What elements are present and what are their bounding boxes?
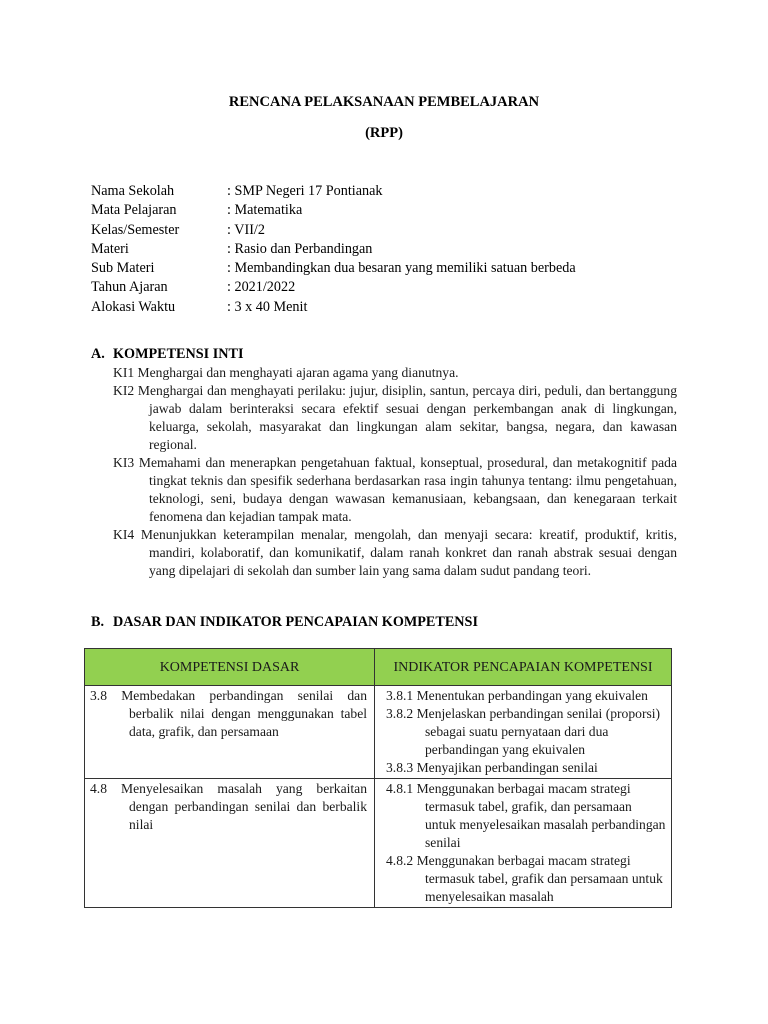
info-row-submaterial xyxy=(91,259,576,278)
section-letter: B. xyxy=(91,614,105,630)
info-row-class xyxy=(91,221,576,240)
ki-item-2: KI2 Menghargai dan menghayati perilaku: jujur, disiplin, santun, percaya diri, peduli, dan bertanggung jawab dalam berinteraksi secara efektif sesuai dengan perkembangan anak di lingkungan, keluarga, sekolah, masyarakat dan lingkungan alam sekitar, bangsa, negara, dan kawasan regional. xyxy=(113,383,677,452)
info-value: : 3 x 40 Menit xyxy=(227,298,308,315)
section-letter: A. xyxy=(91,346,105,362)
section-title: KOMPETENSI INTI xyxy=(113,346,244,362)
column-header-kd: KOMPETENSI DASAR xyxy=(85,649,375,686)
info-value: : Matematika xyxy=(227,202,303,219)
table-row xyxy=(85,779,672,908)
info-label: Kelas/Semester xyxy=(91,221,180,238)
ki-item-3: KI3 Memahami dan menerapkan pengetahuan faktual, konseptual, prosedural, dan metakognitif pada tingkat teknis dan spesifik sederhana berdasarkan rasa ingin tahunya tentang: ilmu pengetahuan, teknologi, seni, budaya dengan wawasan kemanusiaan, kebangsaan, dan kenegaraan terkait fenomena dan kejadian tampak mata. xyxy=(113,455,677,524)
section-title: DASAR DAN INDIKATOR PENCAPAIAN KOMPETENSI xyxy=(113,614,478,630)
indicator-item: 3.8.1 Menentukan perbandingan yang ekuivalen xyxy=(386,688,648,703)
competency-table xyxy=(84,648,672,908)
indicator-item: 3.8.2 Menjelaskan perbandingan senilai (proporsi) sebagai suatu pernyataan dari dua perbandingan yang ekuivalen xyxy=(386,706,661,757)
info-row-school xyxy=(91,182,576,201)
section-b-heading xyxy=(91,614,478,631)
indicator-item: 4.8.2 Menggunakan berbagai macam strategi termasuk tabel, grafik dan persamaan untuk menyelesaikan masalah xyxy=(386,853,663,904)
info-label: Nama Sekolah xyxy=(91,183,175,199)
indicator-cell xyxy=(375,686,672,779)
info-label: Sub Materi xyxy=(91,260,155,277)
ki-item-1: KI1 Menghargai dan menghayati ajaran agama yang dianutnya. xyxy=(113,365,459,380)
info-value: : Membandingkan dua besaran yang memiliki satuan berbeda xyxy=(227,260,576,277)
info-label: Tahun Ajaran xyxy=(91,279,168,296)
info-row-year xyxy=(91,278,576,297)
info-value: : VII/2 xyxy=(227,221,265,238)
table-header-row xyxy=(85,649,672,686)
section-a-heading xyxy=(91,346,243,363)
kd-cell xyxy=(85,686,375,779)
table-row xyxy=(85,686,672,779)
info-value: : 2021/2022 xyxy=(227,279,296,296)
indicator-item: 3.8.3 Menyajikan perbandingan senilai xyxy=(386,760,598,775)
document-title: RENCANA PELAKSANAAN PEMBELAJARAN xyxy=(228,94,540,110)
info-value: : Rasio dan Perbandingan xyxy=(227,240,373,257)
info-label: Mata Pelajaran xyxy=(91,202,177,219)
info-label: Materi xyxy=(91,240,129,257)
info-block xyxy=(91,182,576,317)
info-row-material xyxy=(91,240,576,259)
kd-text: 3.8 Membedakan perbandingan senilai dan berbalik nilai dengan menggunakan tabel data, grafik, dan persamaan xyxy=(90,688,367,739)
indicator-cell xyxy=(375,779,672,908)
info-value: : SMP Negeri 17 Pontianak xyxy=(227,183,383,199)
indicator-item: 4.8.1 Menggunakan berbagai macam strategi termasuk tabel, grafik, dan persamaan untuk menyelesaikan masalah perbandingan senilai xyxy=(386,781,666,850)
column-header-indicator: INDIKATOR PENCAPAIAN KOMPETENSI xyxy=(375,649,672,686)
core-competency-list xyxy=(113,364,677,580)
kd-cell xyxy=(85,779,375,908)
info-row-subject xyxy=(91,201,576,220)
info-row-time xyxy=(91,298,576,317)
kd-text: 4.8 Menyelesaikan masalah yang berkaitan dengan perbandingan senilai dan berbalik nilai xyxy=(90,781,367,832)
info-label: Alokasi Waktu xyxy=(91,298,176,315)
document-subtitle: (RPP) xyxy=(365,125,403,141)
ki-item-4: KI4 Menunjukkan keterampilan menalar, mengolah, dan menyaji secara: kreatif, produktif, kritis, mandiri, kolaboratif, dan komunikatif, dalam ranah konkret dan ranah abstrak sesuai dengan yang dipelajari di sekolah dan sumber lain yang sama dalam sudut pandang teori. xyxy=(113,527,677,578)
